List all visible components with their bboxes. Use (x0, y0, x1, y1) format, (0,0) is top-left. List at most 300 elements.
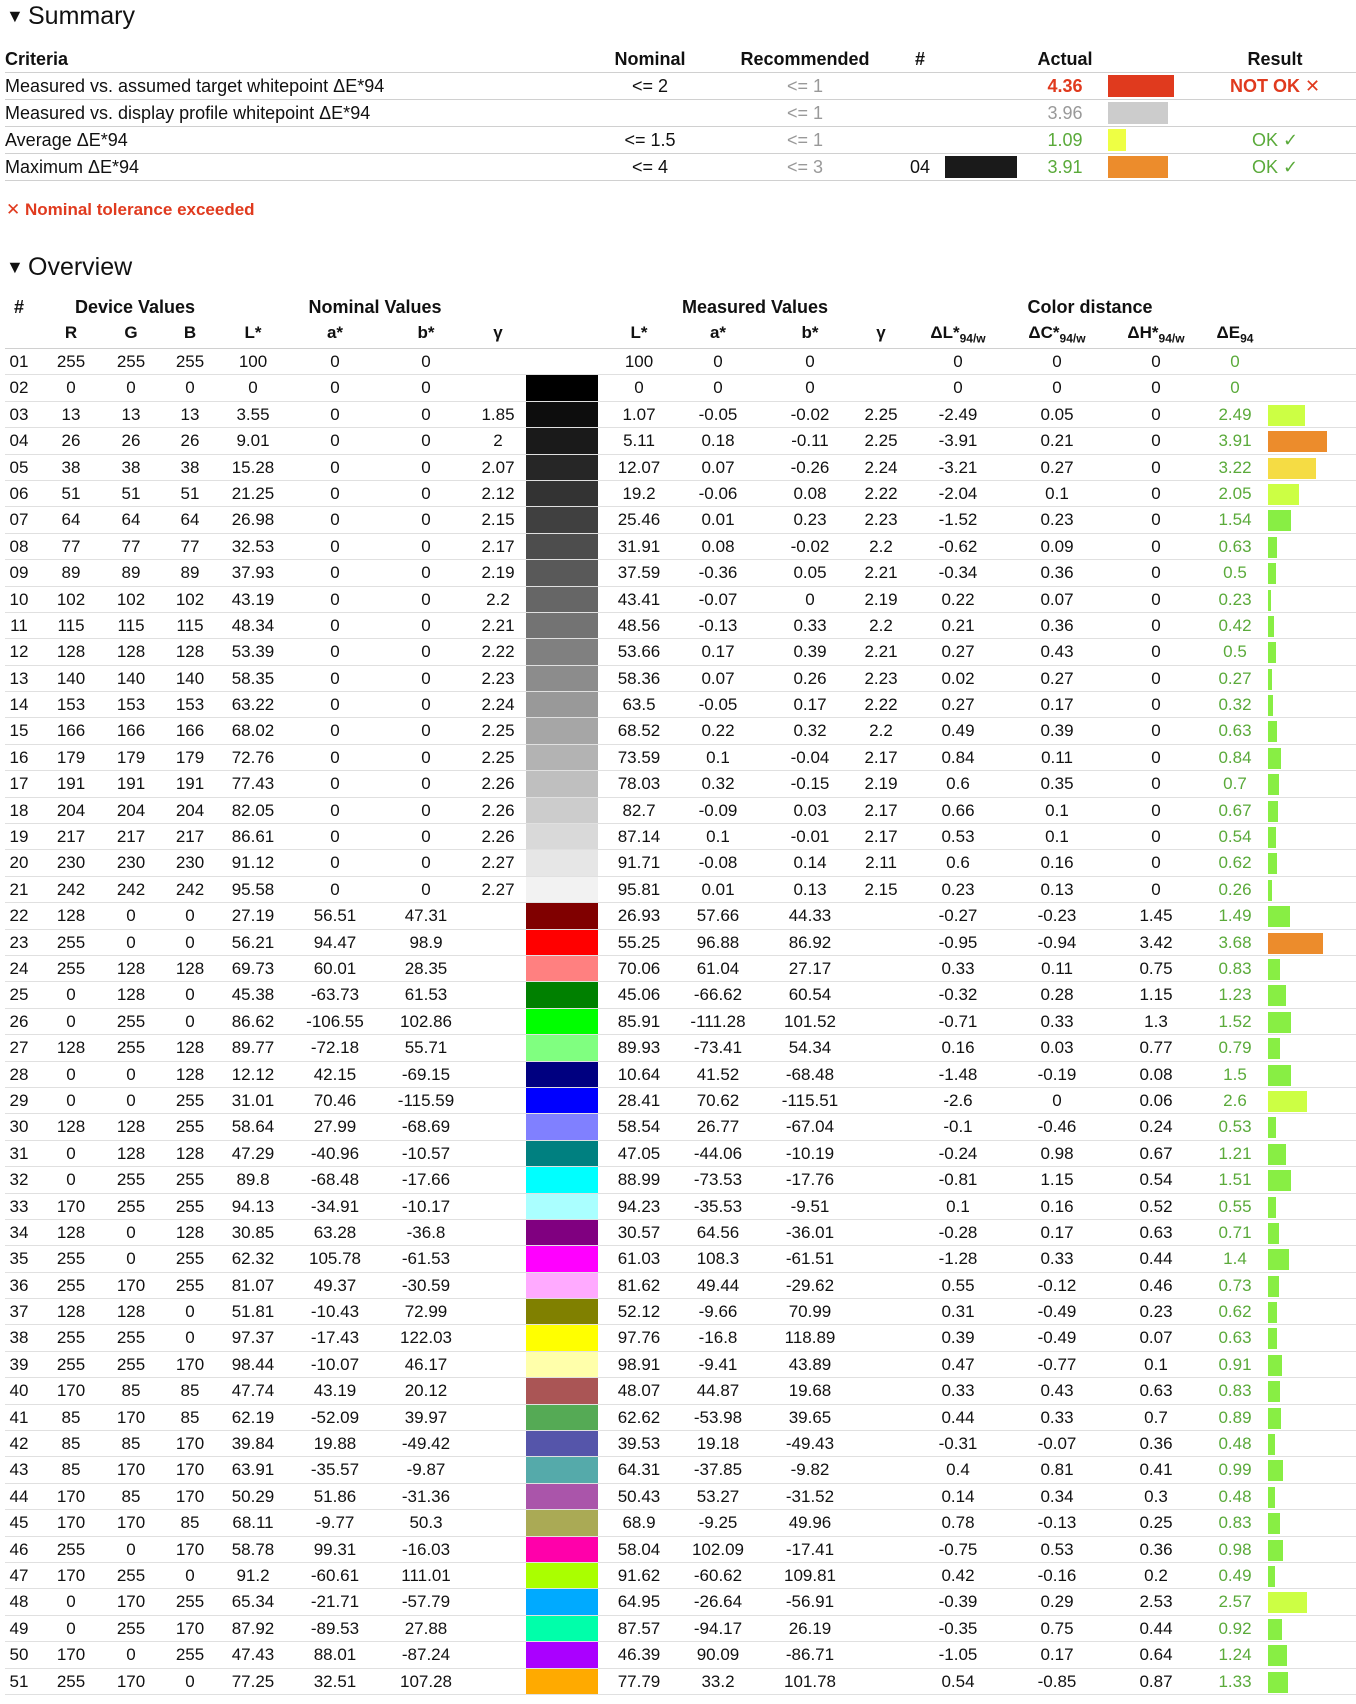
delta-c-cell: 0.34 (1040, 1486, 1074, 1506)
delta-h-cell: 0.06 (1139, 1090, 1173, 1110)
measured-b-cell: 0.39 (793, 642, 827, 662)
nominal-l-cell: 0 (248, 378, 258, 398)
measured-a-cell: -0.36 (698, 563, 738, 583)
device-r-cell: 64 (61, 510, 81, 530)
measured-l-cell: 82.7 (622, 800, 656, 820)
delta-h-cell: 0.23 (1139, 1302, 1173, 1322)
device-b-cell: 242 (175, 879, 205, 899)
nominal-a-cell: 0 (330, 536, 340, 556)
device-b-cell: 0 (185, 1671, 195, 1691)
table-row (5, 798, 1356, 824)
nominal-b-cell: -69.15 (401, 1064, 451, 1084)
delta-e-cell: 0.73 (1218, 1275, 1252, 1295)
measured-a-cell: 0.08 (701, 536, 735, 556)
measured-b-cell: 0.33 (793, 615, 827, 635)
nominal-l-cell: 89.8 (236, 1170, 270, 1190)
nominal-b-cell: 0 (421, 589, 431, 609)
delta-h-subscript: 94/w (1158, 331, 1185, 346)
device-b-cell: 255 (175, 1196, 205, 1216)
measured-l-cell: 91.71 (617, 853, 661, 873)
nominal-a-cell: 60.01 (313, 958, 357, 978)
measured-b-cell: 101.78 (784, 1671, 836, 1691)
device-r-cell: 255 (56, 352, 86, 371)
measured-l-cell: 58.04 (617, 1539, 661, 1559)
nominal-a-cell: 49.37 (313, 1275, 357, 1295)
delta-l-cell: 0.1 (946, 1196, 970, 1216)
table-row (5, 771, 1356, 797)
nominal-b-cell: 61.53 (404, 985, 448, 1005)
delta-h-cell: 0.54 (1139, 1170, 1173, 1190)
delta-e-cell: 0 (1230, 352, 1240, 371)
delta-l-cell: 0.23 (941, 879, 975, 899)
delta-c-cell: 0.21 (1040, 431, 1074, 451)
delta-e-cell: 0.48 (1218, 1486, 1252, 1506)
delta-e-bar (1268, 1276, 1279, 1297)
delta-l-cell: -0.27 (938, 906, 978, 926)
device-r-cell: 0 (66, 985, 76, 1005)
delta-l-cell: -0.32 (938, 985, 978, 1005)
device-r-cell: 77 (61, 536, 81, 556)
measured-gamma-cell: 2.17 (864, 800, 898, 820)
delta-h-cell: 0 (1151, 668, 1161, 688)
delta-e-bar (1268, 1012, 1291, 1033)
nominal-a-cell: -106.55 (306, 1011, 364, 1031)
measured-b-cell: -0.02 (790, 536, 830, 556)
delta-h-cell: 0.77 (1139, 1038, 1173, 1058)
measured-b-cell: -10.19 (785, 1143, 835, 1163)
color-swatch (526, 903, 598, 928)
nominal-b-cell: 0 (421, 853, 431, 873)
delta-c-cell: -0.23 (1037, 906, 1077, 926)
table-row (5, 1352, 1356, 1378)
measured-gamma-cell: 2.21 (864, 642, 898, 662)
delta-c-cell: 0.1 (1045, 800, 1069, 820)
measured-l-cell: 64.31 (617, 1460, 661, 1480)
delta-h-cell: 0 (1151, 589, 1161, 609)
sub-header-r: R (64, 323, 78, 342)
measured-a-cell: -0.05 (698, 404, 738, 424)
delta-l-cell: -2.49 (938, 404, 978, 424)
overview-section-toggle[interactable] (6, 253, 132, 282)
delta-e-bar (1268, 669, 1272, 690)
summary-row (5, 100, 1356, 127)
nominal-l-cell: 86.62 (231, 1011, 275, 1031)
patch-number-cell: 33 (9, 1196, 29, 1216)
nominal-a-cell: 99.31 (313, 1539, 357, 1559)
actual-bar (1108, 102, 1168, 124)
sub-header-b: B (183, 323, 197, 342)
measured-gamma-cell: 2.22 (864, 695, 898, 715)
delta-e-bar (1268, 748, 1281, 769)
device-r-cell: 255 (56, 1328, 86, 1348)
nominal-b-cell: 50.3 (409, 1513, 443, 1533)
device-r-cell: 230 (56, 853, 86, 873)
table-row (5, 1405, 1356, 1431)
table-row (5, 402, 1356, 428)
device-b-cell: 204 (175, 800, 205, 820)
delta-l-cell: -0.28 (938, 1222, 978, 1242)
delta-e-cell: 1.52 (1218, 1011, 1252, 1031)
delta-e-bar (1268, 1038, 1280, 1059)
device-b-cell: 170 (175, 1460, 205, 1480)
delta-c-cell: 0.75 (1040, 1618, 1074, 1638)
delta-l-cell: -0.34 (938, 563, 978, 583)
measured-a-cell: 0.32 (701, 774, 735, 794)
nominal-b-cell: 0 (421, 774, 431, 794)
measured-b-cell: -86.71 (785, 1645, 835, 1665)
device-b-cell: 140 (175, 668, 205, 688)
delta-e-bar (1268, 405, 1305, 426)
delta-e-bar (1268, 1408, 1281, 1429)
delta-e-cell: 0.5 (1223, 642, 1247, 662)
measured-b-cell: 60.54 (788, 985, 832, 1005)
delta-h-cell: 0.25 (1139, 1513, 1173, 1533)
device-b-cell: 128 (175, 958, 205, 978)
table-row (5, 1325, 1356, 1351)
delta-h-cell: 0.7 (1144, 1407, 1168, 1427)
measured-b-cell: 0.03 (793, 800, 827, 820)
device-g-cell: 170 (116, 1592, 146, 1612)
delta-e-cell: 0.26 (1218, 879, 1252, 899)
device-g-cell: 170 (116, 1275, 146, 1295)
nominal-l-cell: 58.64 (231, 1117, 275, 1137)
measured-b-cell: 118.89 (784, 1328, 836, 1348)
overview-table (5, 294, 1356, 1695)
measured-l-cell: 5.11 (623, 431, 655, 451)
delta-e-cell: 0.83 (1218, 1381, 1252, 1401)
device-r-cell: 255 (56, 958, 86, 978)
patch-number-cell: 50 (9, 1645, 29, 1665)
color-swatch (526, 824, 598, 849)
device-b-cell: 64 (180, 510, 200, 530)
patch-number-cell: 32 (9, 1170, 29, 1190)
measured-b-cell: -0.04 (790, 747, 830, 767)
measured-b-cell: 70.99 (788, 1302, 832, 1322)
delta-l-cell: -0.1 (943, 1117, 973, 1137)
measured-gamma-cell: 2.17 (864, 827, 898, 847)
color-swatch (526, 560, 598, 585)
device-g-cell: 255 (116, 1011, 146, 1031)
color-swatch (526, 1510, 598, 1535)
measured-b-cell: -115.51 (781, 1090, 839, 1110)
table-row (5, 455, 1356, 481)
delta-e-cell: 1.51 (1218, 1170, 1252, 1190)
measured-a-cell: 0.01 (701, 879, 735, 899)
nominal-b-cell: 111.01 (401, 1565, 451, 1585)
nominal-gamma-cell: 2.25 (481, 721, 515, 741)
delta-e-cell: 3.91 (1218, 431, 1252, 451)
delta-c-cell: -0.49 (1037, 1328, 1077, 1348)
device-b-cell: 0 (185, 1011, 195, 1031)
delta-h-cell: 0.44 (1139, 1618, 1173, 1638)
nominal-a-cell: 0 (330, 615, 340, 635)
nominal-l-cell: 77.25 (231, 1671, 275, 1691)
color-swatch (526, 850, 598, 875)
nominal-cell: <= 4 (631, 157, 669, 177)
measured-a-cell: -0.07 (698, 589, 738, 609)
nominal-l-cell: 39.84 (231, 1434, 275, 1454)
device-g-cell: 255 (116, 352, 146, 371)
nominal-l-cell: 30.85 (231, 1222, 275, 1242)
measured-l-cell: 19.2 (622, 483, 656, 503)
nominal-a-cell: 0 (330, 352, 340, 371)
nominal-a-cell: 0 (330, 457, 340, 477)
device-b-cell: 170 (175, 1539, 205, 1559)
nominal-l-cell: 21.25 (231, 483, 275, 503)
patch-number-cell: 09 (9, 563, 29, 583)
device-g-cell: 242 (116, 879, 146, 899)
device-r-cell: 0 (66, 1064, 76, 1084)
color-swatch (526, 1457, 598, 1482)
delta-l-cell: 0 (953, 352, 963, 371)
device-g-cell: 115 (117, 615, 145, 635)
delta-l-cell: 0.39 (941, 1328, 975, 1348)
device-r-cell: 0 (66, 378, 76, 398)
device-b-cell: 255 (175, 352, 205, 371)
nominal-b-cell: 0 (421, 352, 431, 371)
actual-cell: 4.36 (1047, 76, 1083, 96)
delta-e-bar (1268, 1328, 1277, 1349)
measured-a-cell: 108.3 (696, 1249, 740, 1269)
measured-a-cell: -0.05 (698, 695, 738, 715)
collapse-triangle-icon: ▼ (6, 6, 24, 26)
nominal-b-cell: -115.59 (397, 1090, 455, 1110)
device-r-cell: 242 (56, 879, 86, 899)
measured-l-cell: 68.52 (617, 721, 661, 741)
color-swatch (526, 982, 598, 1007)
nominal-l-cell: 97.37 (231, 1328, 275, 1348)
delta-e-cell: 1.24 (1218, 1645, 1252, 1665)
group-header-device: Device Values (74, 297, 196, 317)
device-r-cell: 85 (61, 1460, 81, 1480)
patch-number-cell: 38 (9, 1328, 29, 1348)
nominal-b-cell: 0 (421, 431, 431, 451)
measured-b-cell: -61.51 (785, 1249, 835, 1269)
nominal-a-cell: 27.99 (313, 1117, 357, 1137)
delta-e-bar (1268, 1487, 1275, 1508)
measured-l-cell: 68.9 (622, 1513, 656, 1533)
device-g-cell: 13 (121, 404, 141, 424)
nominal-a-cell: -60.61 (310, 1565, 360, 1585)
sub-header-delta-h (1108, 320, 1204, 351)
delta-h-cell: 0 (1151, 457, 1161, 477)
device-g-cell: 255 (116, 1618, 146, 1638)
device-b-cell: 170 (175, 1434, 205, 1454)
measured-b-cell: -68.48 (785, 1064, 835, 1084)
color-swatch (526, 1246, 598, 1271)
device-r-cell: 255 (56, 1275, 86, 1295)
delta-h-cell: 0 (1151, 483, 1161, 503)
nominal-l-cell: 62.19 (231, 1407, 275, 1427)
nominal-a-cell: 0 (330, 879, 340, 899)
nominal-b-cell: 0 (421, 800, 431, 820)
measured-b-cell: -36.01 (785, 1222, 835, 1242)
delta-c-cell: 0.28 (1040, 985, 1074, 1005)
delta-e-cell: 0.53 (1218, 1117, 1252, 1137)
delta-l-cell: -1.48 (938, 1064, 978, 1084)
delta-l-cell: 0.42 (941, 1565, 975, 1585)
device-r-cell: 128 (56, 1222, 86, 1242)
nominal-a-cell: 88.01 (313, 1645, 357, 1665)
delta-e-cell: 3.68 (1218, 932, 1252, 952)
color-swatch (526, 1062, 598, 1087)
measured-gamma-cell: 2.25 (864, 431, 898, 451)
device-r-cell: 0 (66, 1011, 76, 1031)
color-swatch (526, 1088, 598, 1113)
nominal-b-cell: 0 (421, 721, 431, 741)
nominal-a-cell: 0 (330, 378, 340, 398)
device-r-cell: 115 (57, 615, 85, 635)
nominal-l-cell: 86.61 (231, 827, 275, 847)
measured-l-cell: 26.93 (617, 906, 661, 926)
device-r-cell: 128 (56, 1038, 86, 1058)
delta-c-cell: 0.36 (1040, 563, 1074, 583)
measured-a-cell: 64.56 (696, 1222, 740, 1242)
measured-l-cell: 1.07 (622, 404, 656, 424)
delta-h-cell: 1.15 (1139, 985, 1173, 1005)
delta-e-bar (1268, 616, 1274, 637)
table-row (5, 877, 1356, 903)
group-header-nominal: Nominal Values (308, 297, 442, 317)
delta-e-cell: 0.92 (1218, 1618, 1252, 1638)
color-swatch (526, 613, 598, 638)
device-r-cell: 166 (56, 721, 86, 741)
delta-h-cell: 0.36 (1139, 1434, 1173, 1454)
device-g-cell: 255 (116, 1354, 146, 1374)
device-b-cell: 255 (175, 1275, 205, 1295)
nominal-gamma-cell: 2.22 (481, 642, 515, 662)
nominal-l-cell: 51.81 (231, 1302, 275, 1322)
delta-e-bar (1268, 1223, 1279, 1244)
measured-b-cell: -9.51 (790, 1196, 830, 1216)
recommended-cell: <= 3 (786, 157, 824, 177)
device-r-cell: 102 (56, 589, 86, 609)
overview-body (5, 349, 1356, 1695)
device-g-cell: 64 (121, 510, 141, 530)
measured-b-cell: -17.76 (785, 1170, 835, 1190)
measured-a-cell: -35.53 (693, 1196, 743, 1216)
delta-c-cell: 0.09 (1040, 536, 1074, 556)
measured-l-cell: 73.59 (617, 747, 661, 767)
patch-number-cell: 12 (9, 642, 29, 662)
nominal-a-cell: 105.78 (309, 1249, 361, 1269)
delta-e-cell: 0.55 (1218, 1196, 1252, 1216)
nominal-l-cell: 47.74 (231, 1381, 275, 1401)
delta-e-bar (1268, 1381, 1280, 1402)
tolerance-message: ✕ Nominal tolerance exceeded (6, 200, 255, 219)
measured-l-cell: 78.03 (617, 774, 661, 794)
table-row (5, 718, 1356, 744)
delta-c-cell: -0.94 (1037, 932, 1077, 952)
device-g-cell: 230 (116, 853, 146, 873)
nominal-l-cell: 43.19 (231, 589, 275, 609)
group-header-distance: Color distance (1027, 297, 1153, 317)
nominal-gamma-cell: 2 (493, 431, 503, 451)
nominal-b-cell: 0 (421, 668, 431, 688)
table-row (5, 507, 1356, 533)
nominal-l-cell: 68.11 (232, 1513, 274, 1533)
delta-c-cell: 0.03 (1040, 1038, 1074, 1058)
delta-e-subscript: 94 (1240, 331, 1254, 346)
delta-e-bar (1268, 721, 1277, 742)
delta-l-cell: 0 (953, 378, 963, 398)
color-swatch (526, 1194, 598, 1219)
device-g-cell: 204 (116, 800, 146, 820)
delta-e-bar (1268, 642, 1276, 663)
device-b-cell: 0 (185, 1302, 195, 1322)
nominal-b-cell: 47.31 (404, 906, 448, 926)
delta-l-cell: 0.6 (946, 774, 970, 794)
table-row (5, 692, 1356, 718)
summary-section-toggle[interactable] (6, 2, 135, 31)
delta-e-cell: 0.63 (1218, 536, 1252, 556)
measured-b-cell: -49.43 (785, 1434, 835, 1454)
device-g-cell: 255 (116, 1170, 146, 1190)
table-row (5, 1484, 1356, 1510)
nominal-l-cell: 87.92 (231, 1618, 275, 1638)
nominal-gamma-cell: 2.26 (481, 827, 515, 847)
nominal-l-cell: 48.34 (231, 615, 275, 635)
sub-header-delta-e (1205, 320, 1265, 351)
color-swatch (526, 1431, 598, 1456)
measured-b-cell: 0.23 (793, 510, 827, 530)
delta-l-cell: 0.78 (941, 1513, 975, 1533)
measured-a-cell: 44.87 (696, 1381, 740, 1401)
nominal-gamma-cell: 2.26 (481, 800, 515, 820)
table-row (5, 1378, 1356, 1404)
patch-number-cell: 24 (9, 958, 29, 978)
device-r-cell: 170 (56, 1486, 86, 1506)
patch-number-cell: 28 (9, 1064, 29, 1084)
delta-e-cell: 0.32 (1218, 695, 1252, 715)
measured-b-cell: 27.17 (788, 958, 832, 978)
recommended-cell: <= 1 (786, 130, 824, 150)
device-b-cell: 166 (175, 721, 205, 741)
nominal-a-cell: -89.53 (310, 1618, 360, 1638)
delta-e-cell: 0.83 (1218, 958, 1252, 978)
header-recommended: Recommended (740, 49, 870, 69)
table-row (5, 850, 1356, 876)
delta-c-cell: 0.27 (1040, 668, 1074, 688)
delta-c-cell: 0.16 (1040, 1196, 1074, 1216)
nominal-b-cell: 98.9 (409, 932, 443, 952)
table-row (5, 1299, 1356, 1325)
measured-l-cell: 58.54 (617, 1117, 661, 1137)
table-row (5, 666, 1356, 692)
delta-l-cell: -3.21 (938, 457, 978, 477)
measured-l-cell: 53.66 (617, 642, 661, 662)
nominal-b-cell: 0 (421, 695, 431, 715)
delta-l-cell: -0.71 (938, 1011, 978, 1031)
device-r-cell: 153 (56, 695, 86, 715)
device-g-cell: 170 (116, 1407, 146, 1427)
collapse-triangle-icon: ▼ (6, 257, 24, 277)
device-r-cell: 0 (66, 1592, 76, 1612)
nominal-b-cell: 102.86 (400, 1011, 452, 1031)
nominal-gamma-cell: 2.07 (481, 457, 515, 477)
nominal-gamma-cell: 1.85 (481, 404, 515, 424)
device-r-cell: 170 (56, 1196, 86, 1216)
patch-number-cell: 43 (9, 1460, 29, 1480)
nominal-b-cell: -9.87 (406, 1460, 446, 1480)
patch-number-cell: 47 (9, 1565, 29, 1585)
delta-h-cell: 0 (1151, 800, 1161, 820)
delta-c-cell: 0.27 (1040, 457, 1074, 477)
device-r-cell: 89 (61, 563, 81, 583)
summary-title: Summary (28, 2, 135, 30)
delta-l-cell: 0.31 (941, 1302, 975, 1322)
nominal-a-cell: -9.77 (315, 1513, 355, 1533)
